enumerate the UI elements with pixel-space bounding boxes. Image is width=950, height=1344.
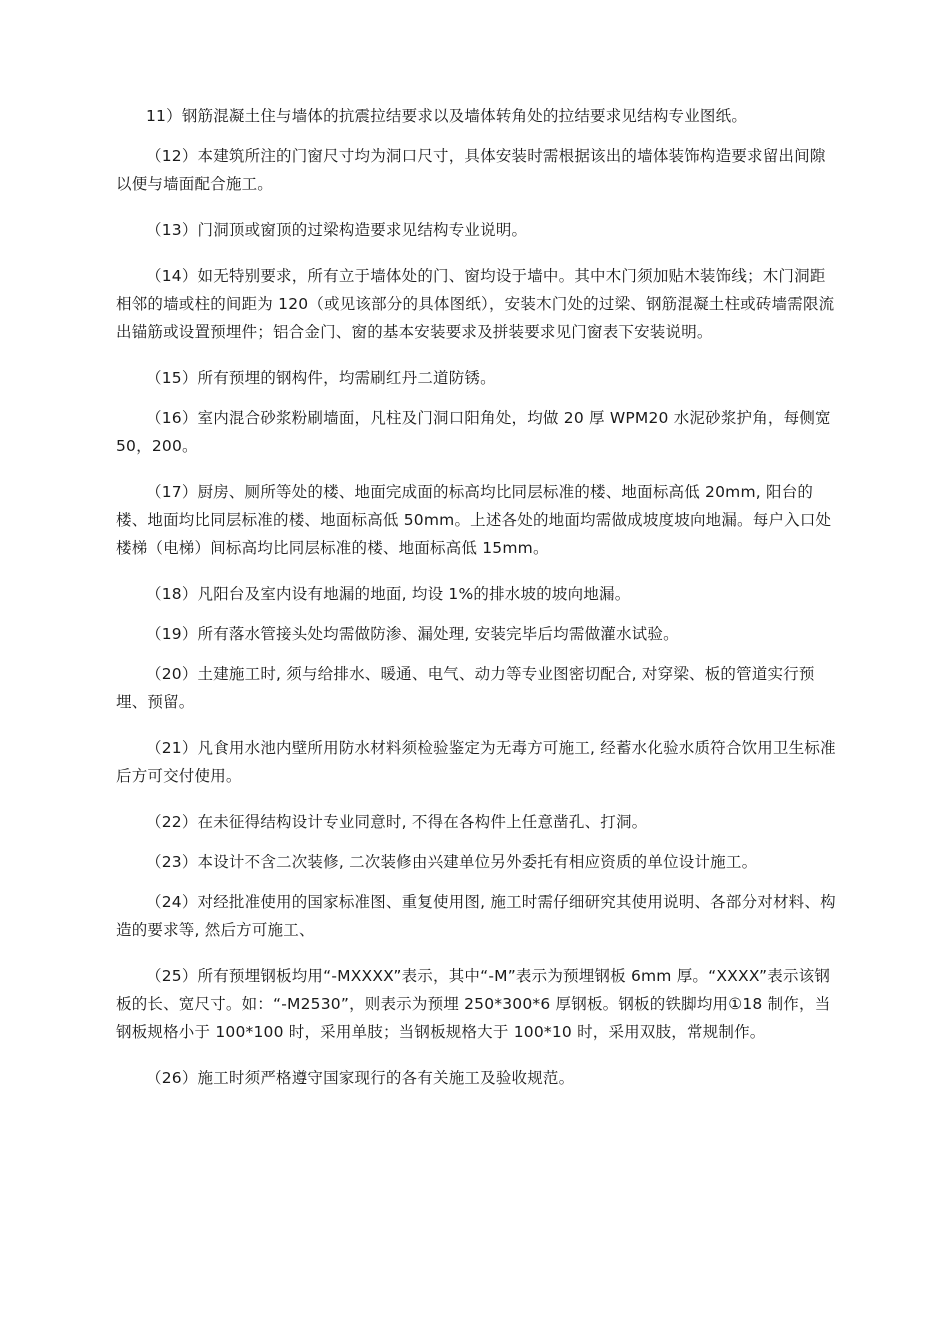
document-body [116,102,838,1092]
paragraph-22: （22）在未征得结构设计专业同意时, 不得在各构件上任意凿孔、打洞。 [146,813,648,831]
paragraph-18: （18）凡阳台及室内设有地漏的地面, 均设 1%的排水坡的坡向地漏。 [146,585,631,603]
paragraph-16: （16）室内混合砂浆粉刷墙面，凡柱及门洞口阳角处，均做 20 厚 WPM20 水泥砂浆护角，每侧宽 50，200。 [116,409,831,455]
paragraph-24: （24）对经批准使用的国家标准图、重复使用图, 施工时需仔细研究其使用说明、各部分对材料、构造的要求等, 然后方可施工、 [116,893,836,939]
paragraph-17: （17）厨房、厕所等处的楼、地面完成面的标高均比同层标准的楼、地面标高低 20mm, 阳台的楼、地面均比同层标准的楼、地面标高低 50mm。上述各处的地面均需做成坡度坡向地漏。每户入口处楼梯（电梯）间标高均比同层标准的楼、地面标高低 15mm。 [116,483,832,557]
paragraph-15: （15）所有预埋的钢构件，均需刷红丹二道防锈。 [146,369,496,387]
paragraph-12: （12）本建筑所注的门窗尺寸均为洞口尺寸，具体安装时需根据该出的墙体装饰构造要求留出间隙以便与墙面配合施工。 [116,147,826,193]
paragraph-20: （20）土建施工时, 须与给排水、暖通、电气、动力等专业图密切配合, 对穿梁、板的管道实行预埋、预留。 [116,665,815,711]
paragraph-13: （13）门洞顶或窗顶的过梁构造要求见结构专业说明。 [146,221,528,239]
paragraph-23: （23）本设计不含二次装修, 二次装修由兴建单位另外委托有相应资质的单位设计施工。 [146,853,758,871]
paragraph-19: （19）所有落水管接头处均需做防渗、漏处理, 安装完毕后均需做灌水试验。 [146,625,679,643]
paragraph-11: 11）钢筋混凝土住与墙体的抗震拉结要求以及墙体转角处的拉结要求见结构专业图纸。 [146,107,748,125]
paragraph-14: （14）如无特别要求，所有立于墙体处的门、窗均设于墙中。其中木门须加贴木装饰线；木门洞距相邻的墙或柱的间距为 120（或见该部分的具体图纸），安装木门处的过梁、钢筋混凝土柱或砖墙需限流出锚筋或设置预埋件；铝合金门、窗的基本安装要求及拼装要求见门窗表下安装说明。 [116,267,835,341]
paragraph-25: （25）所有预埋钢板均用“-MXXXX”表示，其中“-M”表示为预埋钢板 6mm 厚。“XXXX”表示该钢板的长、宽尺寸。如：“-M2530”，则表示为预埋 250*300*6 厚钢板。钢板的铁脚均用①18 制作，当钢板规格小于 100*100 时，采用单肢；当钢板规格大于 100*10 时，采用双肢，常规制作。 [116,967,831,1041]
paragraph-21: （21）凡食用水池内壁所用防水材料须检验鉴定为无毒方可施工, 经蓄水化验水质符合饮用卫生标准后方可交付使用。 [116,739,836,785]
paragraph-26: （26）施工时须严格遵守国家现行的各有关施工及验收规范。 [146,1069,575,1087]
